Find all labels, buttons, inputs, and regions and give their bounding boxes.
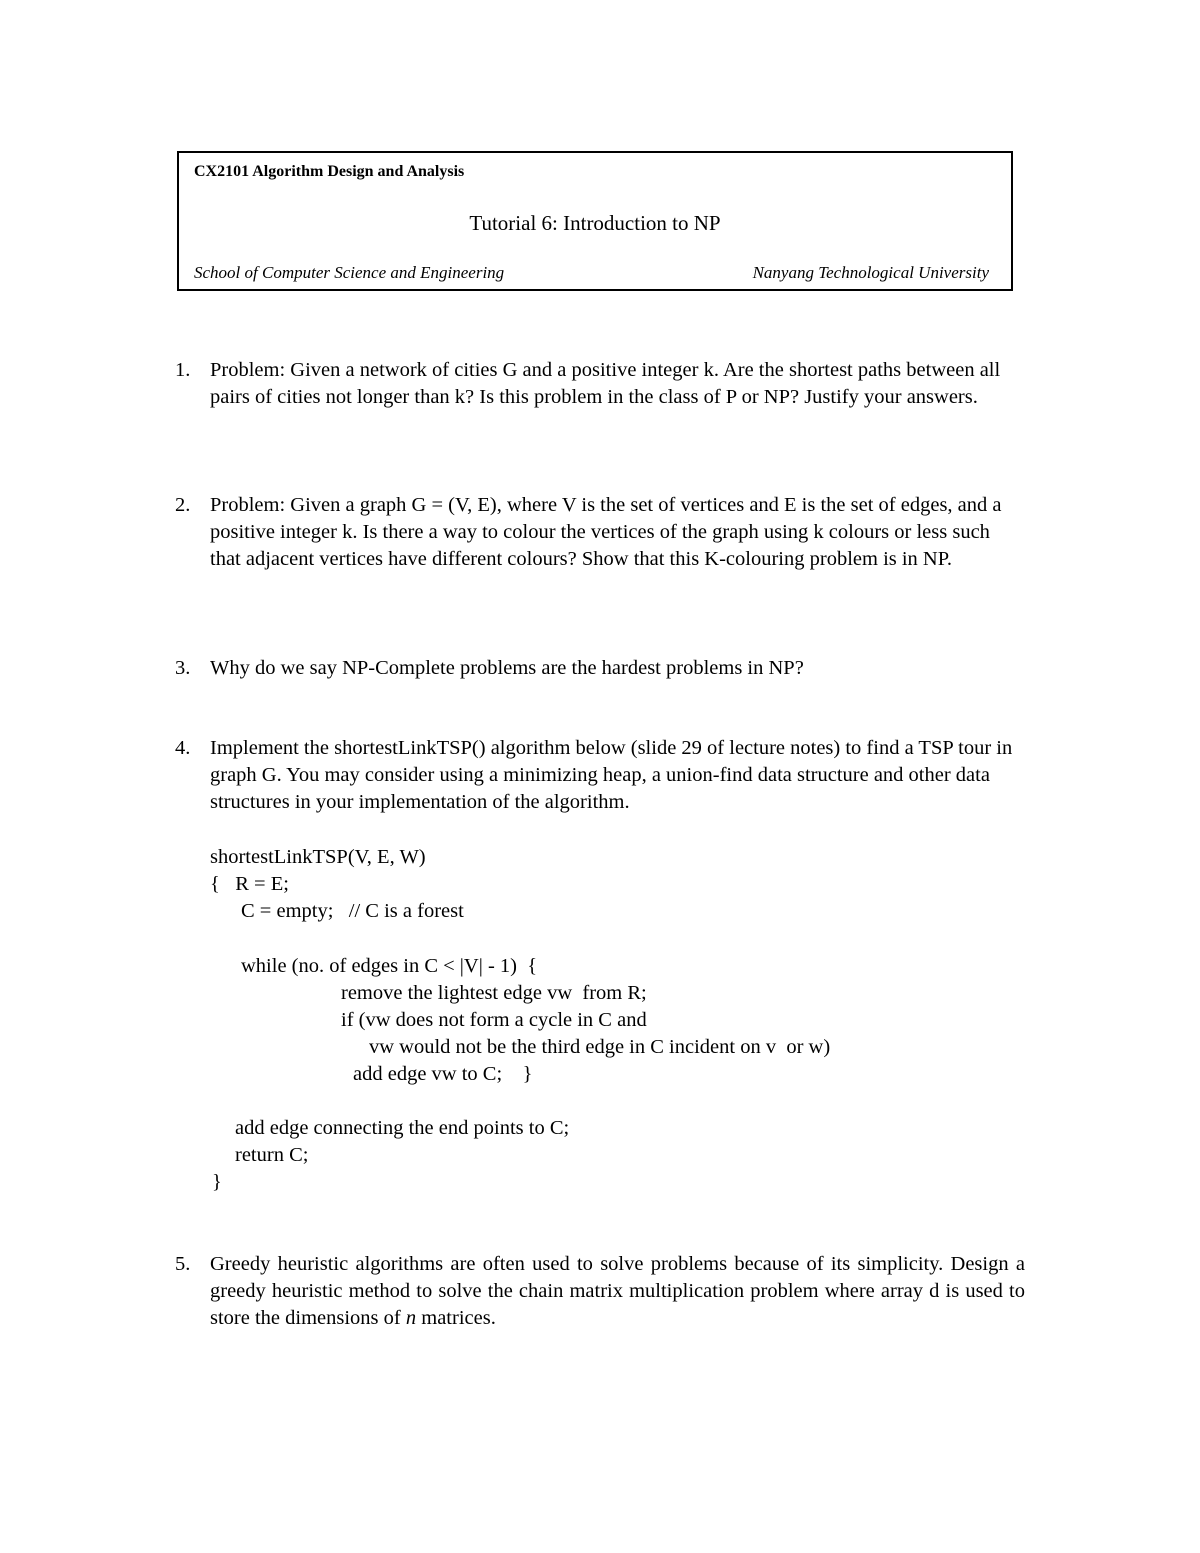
question-2 [175,492,1025,573]
question-text [210,1251,1025,1332]
question-text-italic: n [405,1307,417,1329]
question-text-after: matrices. [416,1307,496,1329]
question-number: 1. [175,359,191,381]
code-line-if: if (vw does not form a cycle in C and [341,1009,647,1031]
code-line-remove: remove the lightest edge vw from R; [341,982,647,1004]
tutorial-title: Tutorial 6: Introduction to NP [469,211,721,235]
question-number: 2. [175,494,191,516]
code-line-close: } [212,1171,222,1193]
code-line-init: C = empty; // C is a forest [241,900,464,922]
question-1 [175,357,1025,411]
question-number: 4. [175,737,191,759]
code-line-while: while (no. of edges in C < |V| - 1) { [241,955,538,977]
header-box [177,151,1013,291]
question-text: Problem: Given a network of cities G and a positive integer k. Are the shortest paths between all pairs of cities not longer than k? Is this problem in the class of P or NP? Justify your answers. [210,359,1001,408]
question-4 [175,735,1025,816]
code-line-return: return C; [235,1144,309,1166]
question-text-before: Greedy heuristic algorithms are often used to solve problems because of its simplicity. Design a greedy heuristic method to solve the chain matrix multiplication problem where array d is used to store the dimensions of [210,1253,1025,1329]
question-number: 5. [175,1253,191,1275]
code-line-connect: add edge connecting the end points to C; [235,1117,570,1139]
code-line-add-edge: add edge vw to C; } [353,1063,533,1085]
question-text: Why do we say NP-Complete problems are the hardest problems in NP? [210,657,804,679]
question-3 [175,655,1025,682]
question-text: Problem: Given a graph G = (V, E), where V is the set of vertices and E is the set of edges, and a positive integer k. Is there a way to colour the vertices of the graph using k colours or less such that adjacent vertices have different colours? Show that this K-colouring problem is in NP. [210,494,1002,570]
question-text: Implement the shortestLinkTSP() algorithm below (slide 29 of lecture notes) to find a TSP tour in graph G. You may consider using a minimizing heap, a union-find data structure and other data structures in your implementation of the algorithm. [210,737,1013,813]
code-line-signature: shortestLinkTSP(V, E, W) [210,846,426,868]
school-name: School of Computer Science and Engineering [194,263,505,282]
question-number: 3. [175,657,191,679]
question-5 [175,1251,1025,1332]
university-name: Nanyang Technological University [752,263,989,282]
code-line-open: { R = E; [210,873,289,895]
code-line-condition: vw would not be the third edge in C incident on v or w) [369,1036,831,1058]
course-code: CX2101 Algorithm Design and Analysis [194,163,465,180]
